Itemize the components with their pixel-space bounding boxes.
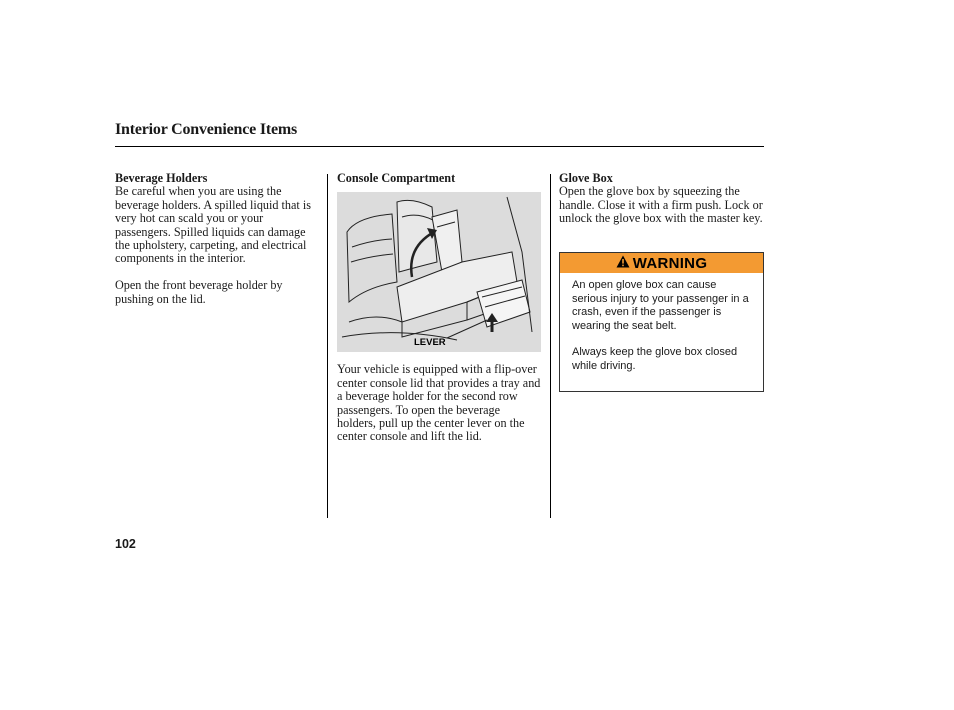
- warning-triangle-icon: [616, 255, 630, 272]
- console-illustration: [337, 192, 541, 352]
- console-compartment-section: [337, 172, 542, 444]
- glove-box-heading: Glove Box: [559, 171, 613, 185]
- console-compartment-heading: Console Compartment: [337, 171, 456, 185]
- lever-label: LEVER: [414, 337, 446, 349]
- beverage-holders-paragraph: Open the front beverage holder by pushing on the lid.: [115, 278, 283, 306]
- page-title: Interior Convenience Items: [115, 121, 298, 138]
- warning-paragraph: Always keep the glove box closed while driving.: [572, 346, 738, 372]
- glove-box-paragraph: Open the glove box by squeezing the handle. Close it with a firm push. Lock or unlock the glove box with the master key.: [559, 184, 763, 226]
- beverage-holders-heading: Beverage Holders: [115, 171, 208, 185]
- warning-header: [560, 253, 763, 273]
- glove-box-section: [559, 172, 764, 226]
- warning-box: [559, 252, 764, 392]
- column-divider: [327, 174, 328, 518]
- column-divider: [550, 174, 551, 518]
- console-drawing: [337, 192, 541, 352]
- beverage-holders-section: [115, 172, 320, 306]
- warning-paragraph: An open glove box can cause serious injury to your passenger in a crash, even if the passenger is wearing the seat belt.: [572, 279, 749, 332]
- title-divider: [115, 146, 764, 147]
- beverage-holders-paragraph: Be careful when you are using the beverage holders. A spilled liquid that is very hot can scald you or your passengers. Spilled liquids can damage the upholstery, carpeting, and electrical components in the interior.: [115, 184, 311, 266]
- page-number: 102: [115, 537, 136, 551]
- warning-label: WARNING: [632, 254, 708, 272]
- console-compartment-paragraph: Your vehicle is equipped with a flip-over center console lid that provides a tray and a beverage holder for the second row passengers. To open the beverage holders, pull up the center lever on the center console and lift the lid.: [337, 362, 541, 444]
